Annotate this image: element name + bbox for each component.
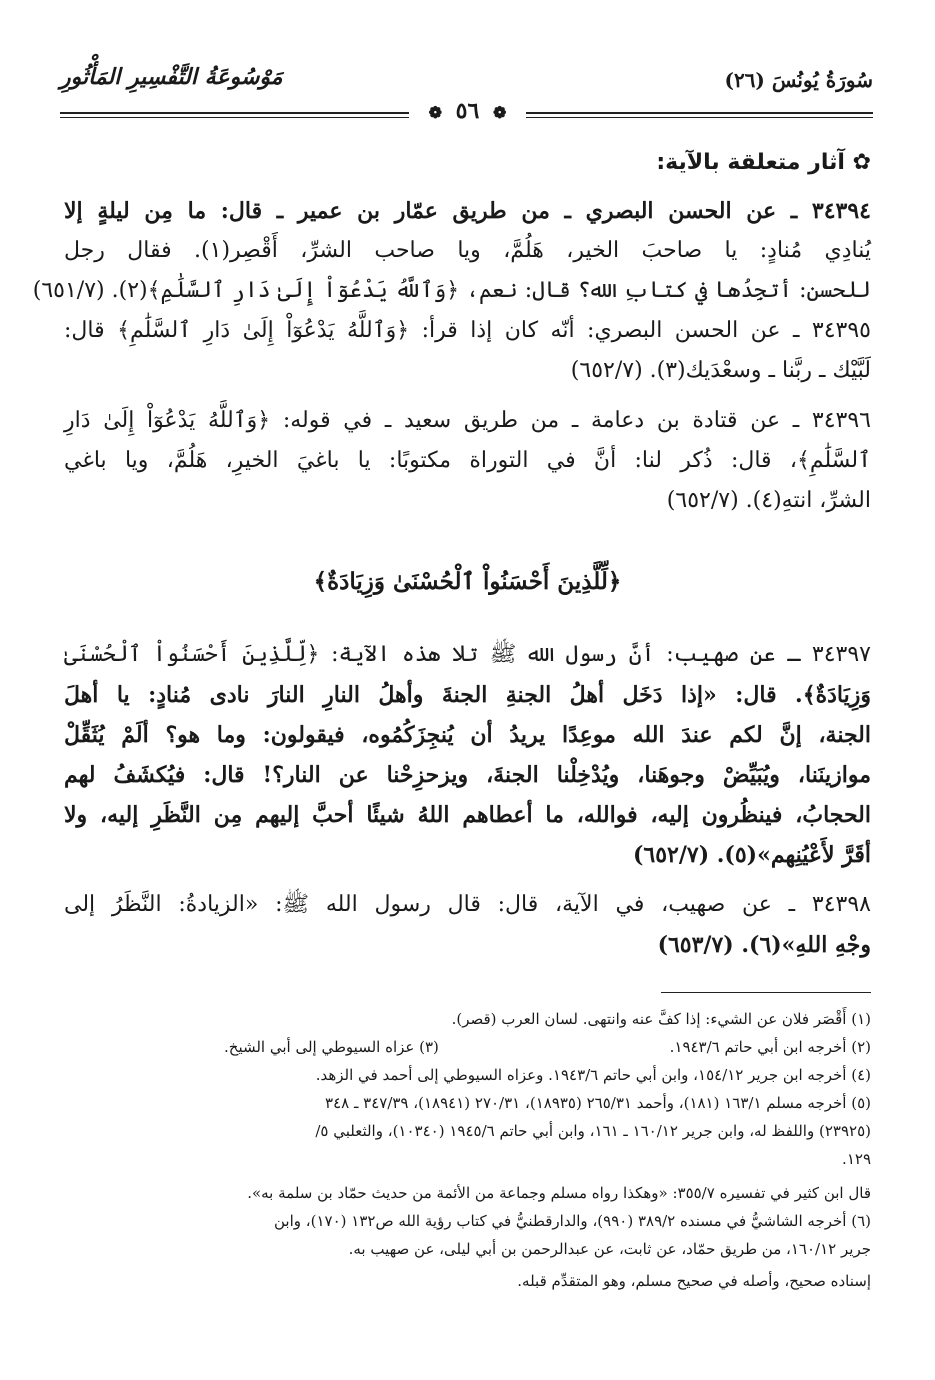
text-line: الجنة، إنَّ لكم عندَ الله موعِدًا يريدُ أن يُنجِزَكُمُوه، فيقولون: وما هو؟ ألَمْ يُثَقِّلْ (64, 722, 871, 748)
text-line: للحسن: أتجِدُها في كتابِ الله؟ قال: نعم، ﴿وَٱللَّهُ يَدْعُوٓاْ إِلَىٰ دَارِ ٱلسَّلَٰمِ﴾(٢). (٦٥١/٧) (32, 278, 871, 303)
footnote-separator (661, 992, 871, 993)
text-line: لَبَّيْك ـ ربَّنا ـ وسعْدَيك(٣). (٦٥٢/٧) (570, 358, 871, 383)
footnote: (١) أَقْصَر فلان عن الشيء: إذا كفَّ عنه وانتهى. لسان العرب (قصر). (451, 1010, 871, 1028)
page-number-row (0, 98, 935, 124)
text-line: موازينَنا، ويُبَيِّضْ وجوهَنا، ويُدْخِلْنا الجنةَ، ويزحزِحْنا عن النار؟! قال: فيُكشَفُ لهم (64, 762, 871, 788)
ornament-icon: ❁ (428, 103, 442, 122)
footnote: (٥) أخرجه مسلم ١٦٣/١ (١٨١)، وأحمد ٢٦٥/٣١ (١٨٩٣٥)، ٢٧٠/٣١ (١٨٩٤١)، ٣٤٧/٣٩ ـ ٣٤٨ (325, 1094, 871, 1112)
section-title: ✿ آثار متعلقة بالآية: (656, 150, 871, 175)
verse-heading: ﴿لِّلَّذِينَ أَحْسَنُواْ ٱلْحُسْنَىٰ وَزِيَادَةٌ﴾ (313, 568, 622, 595)
text-line: الحجابُ، فينظُرون إليه، فوالله، ما أعطاهم اللهُ شيئًا أحبَّ إليهم مِن النَّظَرِ إليه، ولا (64, 802, 871, 828)
book-title: مَوْسُوعَةُ التَّفْسِيرِ المَأْثُورِ (60, 64, 283, 90)
text-line: وجْهِ اللهِ»(٦). (٦٥٣/٧) (657, 932, 871, 958)
text-line: ٣٤٣٩٧ ـ عن صهيب: أنَّ رسول الله ﷺ تلا هذه الآية: ﴿لِّلَّذِينَ أَحْسَنُواْ ٱلْحُسْنَىٰ (64, 642, 871, 667)
text-line: الشرِّ، انتهِ(٤). (٦٥٢/٧) (666, 488, 871, 513)
text-line: أقَرَّ لأَعْيُنِهم»(٥). (٦٥٢/٧) (632, 842, 871, 868)
flower-icon: ✿ (844, 150, 871, 175)
text-line: يُنادِي مُنادٍ: يا صاحبَ الخير، هَلُمَّ، ويا صاحب الشرِّ، أَقْصِر(١). فقال رجل (64, 238, 871, 263)
text-line: وَزِيَادَةٌ﴾. قال: «إذا دَخَل أهلُ الجنةِ الجنةَ وأهلُ النارِ النارَ نادى مُنادٍ: يا أهلَ (64, 682, 871, 708)
text-line: ٣٤٣٩٨ ـ عن صهيب، في الآية، قال: قال رسول الله ﷺ: «الزيادةُ: النَّظَرُ إلى (64, 892, 871, 917)
ornament-icon: ❁ (492, 103, 507, 122)
page-number-box (409, 98, 527, 124)
text-line: ٣٤٣٩٤ ـ عن الحسن البصري ـ من طريق عمّار بن عمير ـ قال: ما مِن ليلةٍ إلا (64, 198, 871, 224)
footnote: (٦) أخرجه الشاشيُّ في مسنده ٣٨٩/٢ (٩٩٠)، والدارقطنيُّ في كتاب رؤية الله ص١٣٢ (١٧٠)، وابن (274, 1212, 871, 1230)
footnote: (٤) أخرجه ابن جرير ١٥٤/١٢، وابن أبي حاتم ١٩٤٣/٦. وعزاه السيوطي إلى أحمد في الزهد. (315, 1066, 871, 1084)
footnote: جرير ١٦٠/١٢، من طريق حمّاد، عن ثابت، عن عبدالرحمن بن أبي ليلى، عن صهيب به. (348, 1240, 871, 1258)
footnote: (٣) عزاه السيوطي إلى أبي الشيخ. (224, 1038, 439, 1056)
footnote: إسناده صحيح، وأصله في صحيح مسلم، وهو المتقدِّم قبله. (517, 1272, 871, 1290)
text-line: ٣٤٣٩٥ ـ عن الحسن البصري: أنّه كان إذا قرأ: ﴿وَٱللَّهُ يَدْعُوٓاْ إِلَىٰ دَارِ ٱلسَّلَٰمِ﴾ قال: (64, 318, 871, 343)
page-header (60, 62, 873, 102)
footnote: (٢) أخرجه ابن أبي حاتم ١٩٤٣/٦. (669, 1038, 871, 1056)
text-line: ٣٤٣٩٦ ـ عن قتادة بن دعامة ـ من طريق سعيد ـ في قوله: ﴿وَٱللَّهُ يَدْعُوٓاْ إِلَىٰ دَارِ (64, 408, 871, 433)
surah-heading: سُورَةُ يُونُسَ (٢٦) (724, 68, 873, 92)
footnote-row (64, 1036, 871, 1058)
text-line: ٱلسَّلَٰمِ﴾، قال: ذُكر لنا: أنَّ في التوراة مكتوبًا: يا باغيَ الخيرِ، هَلُمَّ، ويا باغي (64, 448, 871, 473)
footnote: (٢٣٩٢٥) واللفظ له، وابن جرير ١٦٠/١٢ ـ ١٦١، وابن أبي حاتم ١٩٤٥/٦ (١٠٣٤٠)، والثعلبي ٥/ (315, 1122, 871, 1140)
footnote: ١٢٩. (842, 1150, 871, 1168)
footnote: قال ابن كثير في تفسيره ٣٥٥/٧: «وهكذا رواه مسلم وجماعة من الأئمة من حديث حمّاد بن سلمة به». (247, 1184, 871, 1202)
page-number: ٥٦ (455, 98, 480, 124)
